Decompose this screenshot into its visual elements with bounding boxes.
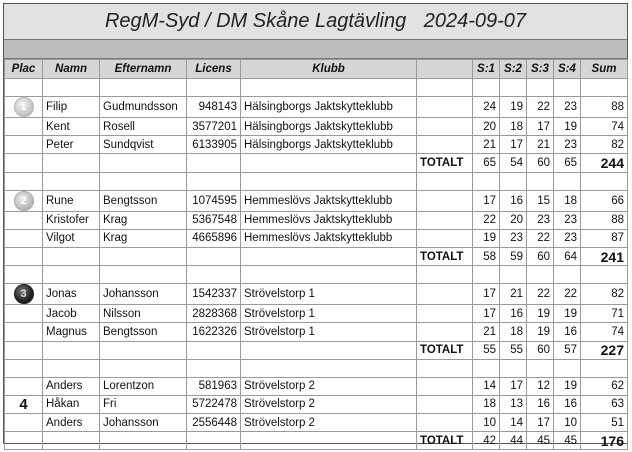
score-s2: 14 — [500, 414, 527, 432]
empty-cell — [581, 79, 628, 97]
score-s1: 21 — [473, 323, 500, 341]
total-s4: 45 — [554, 432, 581, 450]
empty-cell — [5, 359, 43, 377]
score-sum: 71 — [581, 305, 628, 323]
license: 6133905 — [187, 136, 241, 154]
empty-cell — [43, 154, 100, 172]
score-s2: 18 — [500, 118, 527, 136]
score-s3: 22 — [527, 97, 554, 118]
score-s3: 15 — [527, 190, 554, 211]
license: 581963 — [187, 377, 241, 395]
score-s3: 23 — [527, 211, 554, 229]
empty-cell — [417, 79, 473, 97]
page-title — [4, 4, 627, 39]
club-name: Strövelstorp 2 — [241, 414, 417, 432]
empty-cell — [187, 79, 241, 97]
total-s4: 65 — [554, 154, 581, 172]
empty-cell — [417, 136, 473, 154]
column-header: S:2 — [500, 60, 527, 79]
empty-cell — [241, 247, 417, 265]
score-s1: 20 — [473, 118, 500, 136]
club-name: Strövelstorp 1 — [241, 284, 417, 305]
empty-cell — [581, 266, 628, 284]
score-sum: 62 — [581, 377, 628, 395]
table-row — [5, 377, 628, 395]
last-name: Gudmundsson — [100, 97, 187, 118]
score-s2: 17 — [500, 377, 527, 395]
spacer-row — [5, 359, 628, 377]
score-s4: 19 — [554, 118, 581, 136]
table-row — [5, 284, 628, 305]
empty-cell — [5, 341, 43, 359]
place-cell — [5, 414, 43, 432]
total-s2: 44 — [500, 432, 527, 450]
empty-cell — [241, 432, 417, 450]
empty-cell — [43, 341, 100, 359]
empty-cell — [100, 432, 187, 450]
title-main: RegM-Syd / DM Skåne Lagtävling — [104, 10, 407, 32]
column-header: S:3 — [527, 60, 554, 79]
score-s3: 16 — [527, 395, 554, 413]
club-name: Strövelstorp 1 — [241, 323, 417, 341]
empty-cell — [554, 266, 581, 284]
empty-cell — [554, 359, 581, 377]
empty-cell — [554, 79, 581, 97]
empty-cell — [241, 341, 417, 359]
team-total-sum: 176 — [581, 432, 628, 450]
score-sum: 87 — [581, 229, 628, 247]
bronze-medal-icon: 3 — [14, 284, 34, 304]
total-s3: 60 — [527, 154, 554, 172]
score-s2: 20 — [500, 211, 527, 229]
first-name: Kent — [43, 118, 100, 136]
score-sum: 74 — [581, 323, 628, 341]
score-s3: 22 — [527, 229, 554, 247]
last-name: Krag — [100, 229, 187, 247]
empty-cell — [527, 79, 554, 97]
empty-cell — [100, 172, 187, 190]
last-name: Sundqvist — [100, 136, 187, 154]
license: 1542337 — [187, 284, 241, 305]
empty-cell — [417, 284, 473, 305]
spacer-row — [5, 266, 628, 284]
empty-cell — [500, 79, 527, 97]
score-sum: 88 — [581, 211, 628, 229]
empty-cell — [554, 172, 581, 190]
column-header: Sum — [581, 60, 628, 79]
place-cell — [5, 190, 43, 211]
silver-medal-icon: 2 — [14, 191, 34, 211]
score-s4: 10 — [554, 414, 581, 432]
empty-cell — [527, 172, 554, 190]
score-s1: 17 — [473, 284, 500, 305]
first-name: Peter — [43, 136, 100, 154]
score-s2: 23 — [500, 229, 527, 247]
score-sum: 74 — [581, 118, 628, 136]
empty-cell — [5, 172, 43, 190]
score-s4: 19 — [554, 377, 581, 395]
score-s4: 23 — [554, 211, 581, 229]
score-sum: 66 — [581, 190, 628, 211]
empty-cell — [5, 154, 43, 172]
empty-cell — [100, 266, 187, 284]
empty-cell — [187, 172, 241, 190]
score-s3: 22 — [527, 284, 554, 305]
empty-cell — [473, 172, 500, 190]
column-header: S:4 — [554, 60, 581, 79]
score-s1: 19 — [473, 229, 500, 247]
empty-cell — [417, 305, 473, 323]
table-row — [5, 229, 628, 247]
total-label: TOTALT — [417, 432, 473, 450]
last-name: Bengtsson — [100, 190, 187, 211]
empty-cell — [5, 266, 43, 284]
club-name: Hemmeslövs Jaktskytteklubb — [241, 211, 417, 229]
empty-cell — [187, 266, 241, 284]
empty-cell — [241, 172, 417, 190]
license: 3577201 — [187, 118, 241, 136]
empty-cell — [43, 266, 100, 284]
first-name: Rune — [43, 190, 100, 211]
last-name: Rosell — [100, 118, 187, 136]
place-cell — [5, 136, 43, 154]
first-name: Magnus — [43, 323, 100, 341]
place-cell — [5, 97, 43, 118]
total-s1: 55 — [473, 341, 500, 359]
last-name: Bengtsson — [100, 323, 187, 341]
score-sum: 82 — [581, 136, 628, 154]
total-s2: 55 — [500, 341, 527, 359]
column-header: Namn — [43, 60, 100, 79]
license: 5367548 — [187, 211, 241, 229]
team-total-sum: 227 — [581, 341, 628, 359]
last-name: Lorentzon — [100, 377, 187, 395]
license: 1074595 — [187, 190, 241, 211]
score-s3: 19 — [527, 305, 554, 323]
empty-cell — [43, 247, 100, 265]
empty-cell — [500, 266, 527, 284]
total-s1: 42 — [473, 432, 500, 450]
empty-cell — [187, 432, 241, 450]
club-name: Strövelstorp 1 — [241, 305, 417, 323]
last-name: Johansson — [100, 284, 187, 305]
empty-cell — [100, 247, 187, 265]
score-s3: 17 — [527, 414, 554, 432]
empty-cell — [417, 395, 473, 413]
team-total-sum: 241 — [581, 247, 628, 265]
column-header: S:1 — [473, 60, 500, 79]
score-s2: 13 — [500, 395, 527, 413]
team-total-row — [5, 247, 628, 265]
score-s1: 24 — [473, 97, 500, 118]
score-s2: 16 — [500, 190, 527, 211]
last-name: Nilsson — [100, 305, 187, 323]
empty-cell — [241, 154, 417, 172]
table-row — [5, 190, 628, 211]
table-row — [5, 118, 628, 136]
empty-cell — [43, 359, 100, 377]
empty-cell — [417, 190, 473, 211]
club-name: Hälsingborgs Jaktskytteklubb — [241, 118, 417, 136]
title-date: 2024-09-07 — [423, 10, 527, 32]
column-header: Efternamn — [100, 60, 187, 79]
table-row — [5, 97, 628, 118]
score-sum: 88 — [581, 97, 628, 118]
total-label: TOTALT — [417, 247, 473, 265]
score-s2: 18 — [500, 323, 527, 341]
empty-cell — [581, 172, 628, 190]
license: 4665896 — [187, 229, 241, 247]
empty-cell — [581, 359, 628, 377]
last-name: Krag — [100, 211, 187, 229]
first-name: Anders — [43, 414, 100, 432]
score-s2: 17 — [500, 136, 527, 154]
results-sheet — [3, 3, 628, 449]
place-cell — [5, 211, 43, 229]
column-header: Klubb — [241, 60, 417, 79]
empty-cell — [187, 359, 241, 377]
column-header — [417, 60, 473, 79]
first-name: Håkan — [43, 395, 100, 413]
column-header: Plac — [5, 60, 43, 79]
first-name: Filip — [43, 97, 100, 118]
score-s1: 18 — [473, 395, 500, 413]
table-row — [5, 323, 628, 341]
empty-cell — [5, 79, 43, 97]
last-name: Johansson — [100, 414, 187, 432]
score-s4: 23 — [554, 136, 581, 154]
team-total-row — [5, 154, 628, 172]
empty-cell — [417, 229, 473, 247]
empty-cell — [417, 97, 473, 118]
license: 2828368 — [187, 305, 241, 323]
score-s4: 16 — [554, 395, 581, 413]
empty-cell — [417, 118, 473, 136]
score-s4: 19 — [554, 305, 581, 323]
table-row — [5, 414, 628, 432]
score-s1: 14 — [473, 377, 500, 395]
team-total-sum: 244 — [581, 154, 628, 172]
club-name: Hemmeslövs Jaktskytteklubb — [241, 229, 417, 247]
score-sum: 82 — [581, 284, 628, 305]
empty-cell — [473, 359, 500, 377]
score-s2: 19 — [500, 97, 527, 118]
first-name: Anders — [43, 377, 100, 395]
score-s1: 17 — [473, 190, 500, 211]
score-s4: 23 — [554, 97, 581, 118]
empty-cell — [417, 414, 473, 432]
total-s4: 57 — [554, 341, 581, 359]
license: 948143 — [187, 97, 241, 118]
score-s2: 21 — [500, 284, 527, 305]
empty-cell — [100, 154, 187, 172]
empty-cell — [5, 247, 43, 265]
score-s3: 21 — [527, 136, 554, 154]
score-s1: 22 — [473, 211, 500, 229]
empty-cell — [187, 341, 241, 359]
column-header-row — [5, 60, 628, 79]
empty-cell — [417, 359, 473, 377]
empty-cell — [500, 172, 527, 190]
empty-cell — [187, 247, 241, 265]
empty-cell — [417, 377, 473, 395]
total-s3: 45 — [527, 432, 554, 450]
place-cell — [5, 284, 43, 305]
total-label: TOTALT — [417, 154, 473, 172]
table-row — [5, 395, 628, 413]
score-sum: 63 — [581, 395, 628, 413]
empty-cell — [100, 359, 187, 377]
empty-cell — [5, 432, 43, 450]
team-total-row — [5, 432, 628, 450]
first-name: Jacob — [43, 305, 100, 323]
empty-cell — [100, 79, 187, 97]
total-s1: 58 — [473, 247, 500, 265]
score-s4: 16 — [554, 323, 581, 341]
first-name: Vilgot — [43, 229, 100, 247]
total-s2: 59 — [500, 247, 527, 265]
place-cell — [5, 377, 43, 395]
club-name: Hälsingborgs Jaktskytteklubb — [241, 136, 417, 154]
empty-cell — [43, 432, 100, 450]
empty-cell — [473, 266, 500, 284]
last-name: Fri — [100, 395, 187, 413]
total-s1: 65 — [473, 154, 500, 172]
score-s1: 17 — [473, 305, 500, 323]
club-name: Hälsingborgs Jaktskytteklubb — [241, 97, 417, 118]
score-s4: 23 — [554, 229, 581, 247]
table-row — [5, 136, 628, 154]
score-s4: 22 — [554, 284, 581, 305]
empty-cell — [43, 79, 100, 97]
place-cell — [5, 229, 43, 247]
place-cell — [5, 118, 43, 136]
club-name: Hemmeslövs Jaktskytteklubb — [241, 190, 417, 211]
empty-cell — [417, 266, 473, 284]
empty-cell — [417, 172, 473, 190]
club-name: Strövelstorp 2 — [241, 377, 417, 395]
first-name: Jonas — [43, 284, 100, 305]
table-row — [5, 305, 628, 323]
score-s3: 17 — [527, 118, 554, 136]
first-name: Kristofer — [43, 211, 100, 229]
empty-cell — [100, 341, 187, 359]
gold-medal-icon: 1 — [14, 97, 34, 117]
license: 1622326 — [187, 323, 241, 341]
spacer-row — [5, 79, 628, 97]
place-cell — [5, 395, 43, 413]
score-s1: 21 — [473, 136, 500, 154]
license: 2556448 — [187, 414, 241, 432]
empty-cell — [417, 323, 473, 341]
empty-cell — [187, 154, 241, 172]
team-total-row — [5, 341, 628, 359]
club-name: Strövelstorp 2 — [241, 395, 417, 413]
column-header: Licens — [187, 60, 241, 79]
empty-cell — [417, 211, 473, 229]
empty-cell — [43, 172, 100, 190]
score-s2: 16 — [500, 305, 527, 323]
place-number: 4 — [19, 395, 28, 413]
header-band — [4, 39, 627, 59]
score-sum: 51 — [581, 414, 628, 432]
spacer-row — [5, 172, 628, 190]
score-s1: 10 — [473, 414, 500, 432]
score-s3: 12 — [527, 377, 554, 395]
place-cell — [5, 305, 43, 323]
empty-cell — [527, 266, 554, 284]
table-row — [5, 211, 628, 229]
license: 5722478 — [187, 395, 241, 413]
empty-cell — [241, 79, 417, 97]
total-s2: 54 — [500, 154, 527, 172]
total-s3: 60 — [527, 341, 554, 359]
results-table — [4, 59, 628, 450]
place-cell — [5, 323, 43, 341]
empty-cell — [241, 266, 417, 284]
score-s3: 19 — [527, 323, 554, 341]
empty-cell — [241, 359, 417, 377]
score-s4: 18 — [554, 190, 581, 211]
total-label: TOTALT — [417, 341, 473, 359]
total-s4: 64 — [554, 247, 581, 265]
empty-cell — [527, 359, 554, 377]
empty-cell — [500, 359, 527, 377]
empty-cell — [473, 79, 500, 97]
total-s3: 60 — [527, 247, 554, 265]
